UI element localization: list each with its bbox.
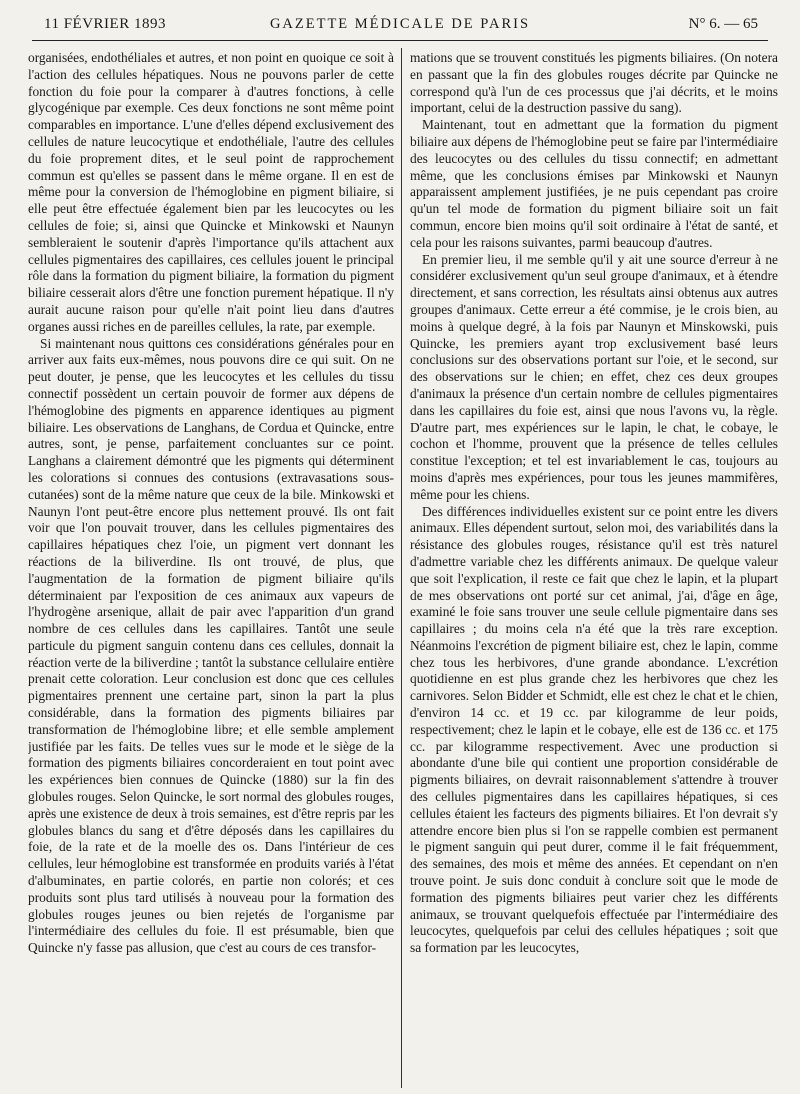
paragraph: Des différences individuelles existent sur ce point entre les divers animaux. Elles dépendent surtout, selon moi, des variabilités dans la résistance des globules rouges, résistance qu'il est très naturel d'admettre variable chez les différents animaux. De quelque valeur que soit l'explication, il reste ce fait que chez le lapin, et la plupart de mes observations ont porté sur cet animal, j'ai, d'âge en âge, examiné le foie sans trouver une seule cellule pigmentaire dans ses capillaires ; du moins cela n'a été que la très rare exception. Néanmoins l'excrétion de pigment biliaire est, chez le lapin, comme chez tous les herbivores, d'une grande abondance. L'excrétion quotidienne en est plus grande chez les herbivores que chez les carnivores. Selon Bidder et Schmidt, elle est chez le chat et le chien, d'environ 14 cc. et 19 cc. par kilogramme de leur poids, respectivement; chez le lapin et le cobaye, elle est de 136 cc. et 175 cc. par kilogramme respectivement. Avec une production si abondante d'une bile qui contient une proportion considérable de pigments biliaires, on devrait raisonnablement s'attendre à trouver des cellules pigmentaires dans les capillaires hépatiques, si ces cellules étaient les facteurs des pigments biliaires. Et l'on devrait s'y attendre encore bien plus si l'on se rappelle combien est permanent le pigment sanguin qui peut durer, comme il le fait fréquemment, des semaines, des mois et même des années. Et cependant on n'en trouve point. Je suis donc conduit à conclure soit que le mode de formation des pigments biliaires peut varier chez les différents animaux, se trouvant quelquefois effectuée par l'intermédiaire des leucocytes, quelquefois par celui des cellules hépatiques ; soit que sa formation par les leucocytes, xyxy=(410,503,778,956)
paragraph: organisées, endothéliales et autres, et non point en quoique ce soit à l'action des cellules hépatiques. Nous ne pouvons parler de cette fonction du foie pour la comparer à d'autres fonctions, à celle glycogénique par exemple. Ces deux fonctions ne sont même point comparables en importance. L'une d'elles dépend exclusivement des cellules de nature leucocytique et endothéliale, l'autre des cellules du foie proprement dites, et le seul point de rapprochement commun est qu'elles se passent dans le même organe. Il en est de même pour la conversion de l'hémoglobine en pigment biliaire, si elle peut être effectuée également bien par les leucocytes ou les cellules de foie; si, ainsi que Quincke et Minkowski et Naunyn sembleraient le soutenir d'après l'importance qu'ils attachent aux cellules pigmentaires des capillaires, ces cellules jouent le principal rôle dans la formation du pigment biliaire, la formation du pigment biliaire cesserait alors d'être une fonction purement hépatique. Il n'y aurait aucune raison pour qu'elle n'ait point lieu dans d'autres organes aussi riches en de pareilles cellules, la rate, par exemple. xyxy=(28,50,394,334)
paragraph: En premier lieu, il me semble qu'il y ait une source d'erreur à ne considérer exclusivement qu'un seul groupe d'animaux, et à étendre directement, et sans correction, les résultats ainsi obtenus aux autres groupes d'animaux. Cette erreur a été commise, je le crois bien, au moins à quelque degré, à la fois par Naunyn et Minskowski, puis Quincke, les premiers ayant trop exclusivement basé leurs conclusions sur des observations portant sur l'oie, et le second, sur des observations sur le chien; en effet, chez ces deux groupes d'animaux la présence d'un certain nombre de cellules pigmentaires dans les capillaires du foie est, ainsi que nous l'avons vu, la règle. D'autre part, mes expériences sur le lapin, le chat, le cobaye, le cochon et l'homme, prouvent que la présence de telles cellules constitue l'exception; et tel est invariablement le cas, toujours au moins d'après mes expériences, pour tous les jeunes mammifères, même pour les chiens. xyxy=(410,251,778,502)
paragraph: Si maintenant nous quittons ces considérations générales pour en arriver aux faits eux-mêmes, nous pouvons dire ce qui suit. On ne peut douter, je pense, que les leucocytes et les cellules du tissu connectif possèdent un certain pouvoir de former aux dépens de l'hémoglobine des pigments en apparence identiques au pigment biliaire. Les observations de Langhans, de Cordua et Quincke, entre autres, sont, je pense, parfaitement concluantes sur ce point. Langhans a clairement démontré que les pigments qui déterminent les colorations si connues des contusions (extravasations sous-cutanées) sont de la même nature que ceux de la bile. Minkowski et Naunyn l'ont peut-être encore plus nettement prouvé. Ils ont fait voir que l'on pouvait trouver, dans les cellules pigmentaires des capillaires hépatiques chez l'oie, un pigment vert donnant les réactions de la biliverdine. Ils ont trouvé, de plus, que l'augmentation de la formation de pigment biliaire qu'ils déterminaient par l'exposition de ces animaux aux vapeurs de l'hydrogène arsenique, allait de pair avec l'apparition d'un grand nombre de ces cellules dans les capillaires. Tantôt une seule particule du pigment sanguin contenu dans ces cellules, donnait la réaction verte de la biliverdine ; tantôt la substance cellulaire entière prenait cette coloration. Leur conclusion est donc que ces cellules pigmentaires prennent une certaine part, sinon la part la plus considérable, dans la formation des pigments biliaires par transformation de l'hémoglobine libre; et elle semble amplement justifiée par les faits. De telles vues sur le mode et le siège de la formation des pigments biliaires concorderaient en tout point avec les expériences bien connues de Quincke (1880) sur la fin des globules rouges. Selon Quincke, le sort normal des globules rouges, après une existence de deux à trois semaines, est d'être repris par les globules blancs du sang et d'être déposés dans les capillaires du foie, de la rate et de la moelle des os. Dans l'intérieur de ces cellules, leur hémoglobine est transformée en produits variés à l'état d'albuminates, en partie colorés, en partie non colorés; et ces produits sont plus tard utilisés à nouveau pour la formation des globules rouges jeunes ou bien rejetés de l'organisme par l'intermédiaire des cellules du foie. Il est présumable, bien que Quincke n'y fasse pas allusion, que c'est au cours de ces transfor- xyxy=(28,335,394,956)
issue-date: 11 FÉVRIER 1893 xyxy=(44,16,166,32)
left-column xyxy=(28,50,394,1086)
page-header xyxy=(30,12,770,38)
paragraph: Maintenant, tout en admettant que la formation du pigment biliaire aux dépens de l'hémoglobine peut se faire par l'intermédiaire des leucocytes ou des cellules du tissu connectif; en admettant même, que les conclusions émises par Minkowski et Naunyn apparaissent amplement justifiées, je ne puis cependant pas croire qu'un tel mode de formation du pigment biliaire soit un fait commun, encore bien moins qu'il soit ordinaire à l'état de santé, et cela pour les raisons suivantes, parmi beaucoup d'autres. xyxy=(410,117,778,250)
right-column xyxy=(410,50,778,1086)
issue-page-number: N° 6. — 65 xyxy=(688,16,758,32)
header-rule xyxy=(32,40,768,41)
column-divider xyxy=(401,48,402,1088)
paragraph: mations que se trouvent constitués les pigments biliaires. (On notera en passant que la fin des globules rouges décrite par Quincke ne correspond qu'à l'un de ces processus que j'ai décrits, et le moins important, celui de la destruction passive du sang). xyxy=(410,50,778,116)
journal-title: GAZETTE MÉDICALE DE PARIS xyxy=(269,16,531,32)
